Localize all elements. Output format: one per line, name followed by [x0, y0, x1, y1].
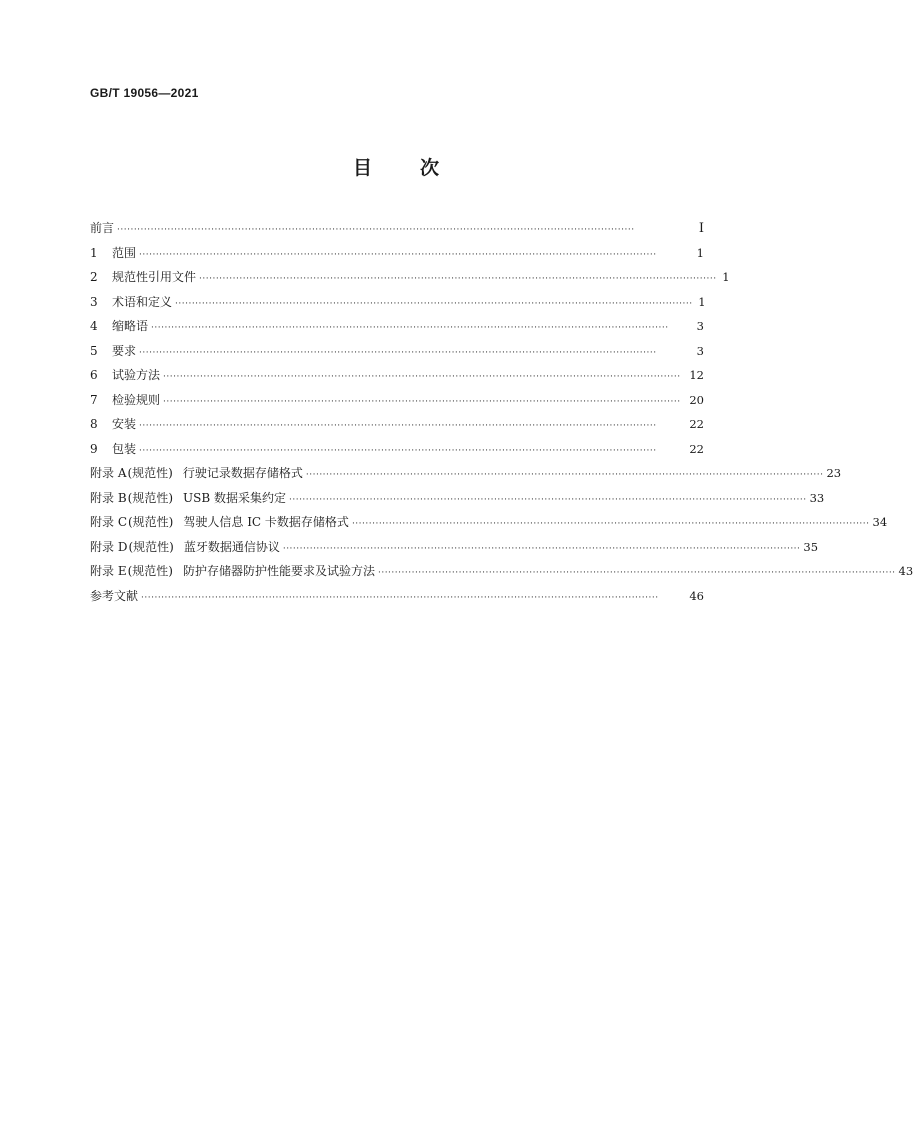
toc-entry-scope[interactable] — [90, 241, 704, 266]
leader-dots: ·························································································································································· — [141, 592, 659, 603]
toc-entry-number: 4 — [90, 319, 98, 333]
toc-entry-annex-d[interactable] — [90, 535, 819, 560]
leader-dots: ·························································································································································· — [175, 298, 693, 309]
toc-entry-page: 1 — [696, 245, 704, 260]
leader-dots: ·························································································································································· — [139, 445, 657, 456]
toc-entry-label — [90, 486, 286, 511]
toc-entry-page: 22 — [689, 417, 704, 431]
toc-entry-number: 1 — [90, 245, 98, 260]
toc-entry-number: 6 — [90, 368, 98, 382]
toc-entry-page: 43 — [898, 564, 913, 578]
toc-entry-label — [90, 510, 349, 535]
toc-entry-foreword[interactable] — [90, 216, 704, 241]
toc-entry-annex-b[interactable] — [90, 486, 825, 511]
toc-entry-label: 术语和定义 — [112, 294, 173, 309]
annex-label: 附录 B — [90, 490, 127, 505]
leader-dots: ·························································································································································· — [139, 347, 657, 358]
toc-entry-label: 缩略语 — [112, 319, 149, 333]
toc-entry-label: 安装 — [112, 417, 137, 431]
toc-entry-page: 20 — [689, 392, 704, 407]
leader-dots: ·························································································································································· — [163, 372, 681, 382]
table-of-contents — [90, 216, 913, 608]
annex-classification: (规范性) — [127, 490, 174, 505]
annex-classification: (规范性) — [127, 564, 173, 578]
annex-label: 附录 C — [90, 515, 127, 529]
annex-title: 行驶记录数据存储格式 — [182, 466, 303, 480]
toc-entry-label — [90, 461, 303, 486]
toc-entry-packaging[interactable] — [90, 437, 704, 462]
toc-entry-page: 46 — [689, 588, 704, 603]
toc-entry-page: 34 — [872, 515, 888, 529]
leader-dots: ·························································································································································· — [163, 396, 681, 407]
annex-classification: (规范性) — [128, 539, 174, 554]
toc-entry-number: 8 — [90, 417, 98, 431]
annex-label: 附录 A — [90, 466, 127, 480]
toc-entry-page: 1 — [722, 270, 730, 284]
toc-entry-page: 33 — [809, 490, 825, 505]
toc-entry-label: 检验规则 — [112, 392, 161, 407]
toc-entry-number: 3 — [90, 294, 98, 309]
toc-entry-label — [90, 559, 375, 584]
toc-entry-page: 1 — [698, 294, 706, 309]
toc-entry-normative-references[interactable] — [90, 265, 730, 290]
toc-entry-label: 试验方法 — [112, 368, 161, 382]
toc-entry-page: 22 — [689, 441, 704, 456]
toc-entry-page: Ⅰ — [698, 221, 704, 236]
title-char-2: 次 — [420, 157, 442, 179]
leader-dots: ·························································································································································· — [139, 249, 657, 260]
toc-entry-number: 5 — [90, 343, 98, 358]
toc-entry-label: 范围 — [112, 245, 137, 260]
toc-entry-page: 35 — [803, 539, 819, 554]
leader-dots: ·························································································································································· — [139, 421, 657, 431]
annex-classification: (规范性) — [127, 466, 173, 480]
title-char-1: 目 — [352, 157, 374, 179]
toc-entry-page: 12 — [689, 368, 704, 382]
toc-entry-page: 3 — [696, 319, 704, 333]
toc-entry-label: 前言 — [90, 221, 115, 235]
toc-entry-annex-e[interactable] — [90, 559, 913, 584]
annex-label: 附录 D — [90, 539, 128, 554]
annex-classification: (规范性) — [128, 515, 174, 529]
toc-entry-annex-a[interactable] — [90, 461, 842, 486]
annex-title: 驾驶人信息 IC 卡数据存储格式 — [183, 515, 349, 529]
standard-number: GB/T 19056—2021 — [90, 86, 199, 100]
page-title — [0, 153, 794, 180]
toc-entry-number: 9 — [90, 441, 98, 456]
annex-title: 蓝牙数据通信协议 — [183, 539, 280, 554]
toc-entry-page: 23 — [826, 466, 842, 480]
toc-entry-bibliography[interactable] — [90, 584, 704, 609]
leader-dots: ·························································································································································· — [151, 323, 669, 333]
toc-entry-abbreviations[interactable] — [90, 314, 704, 339]
toc-entry-label — [90, 535, 280, 560]
toc-entry-annex-c[interactable] — [90, 510, 888, 535]
toc-entry-number: 2 — [90, 270, 98, 284]
leader-dots: ·························································································································································· — [199, 274, 717, 284]
annex-title: USB 数据采集约定 — [183, 490, 286, 505]
toc-entry-test-methods[interactable] — [90, 363, 704, 388]
toc-entry-label: 参考文献 — [90, 588, 139, 603]
toc-entry-page: 3 — [696, 343, 704, 358]
leader-dots: ·························································································································································· — [282, 543, 801, 554]
toc-entry-inspection-rules[interactable] — [90, 388, 704, 413]
leader-dots: ·························································································································································· — [117, 225, 635, 235]
annex-title: 防护存储器防护性能要求及试验方法 — [182, 564, 375, 578]
leader-dots: ·························································································································································· — [377, 568, 896, 578]
leader-dots: ·························································································································································· — [351, 519, 870, 529]
toc-entry-terms-definitions[interactable] — [90, 290, 704, 315]
toc-entry-installation[interactable] — [90, 412, 704, 437]
toc-entry-requirements[interactable] — [90, 339, 704, 364]
leader-dots: ·························································································································································· — [305, 470, 824, 480]
leader-dots: ·························································································································································· — [288, 494, 807, 505]
annex-label: 附录 E — [90, 564, 127, 578]
toc-entry-label: 包装 — [112, 441, 137, 456]
toc-entry-label: 要求 — [112, 343, 137, 358]
toc-entry-number: 7 — [90, 392, 98, 407]
toc-entry-label: 规范性引用文件 — [112, 270, 197, 284]
